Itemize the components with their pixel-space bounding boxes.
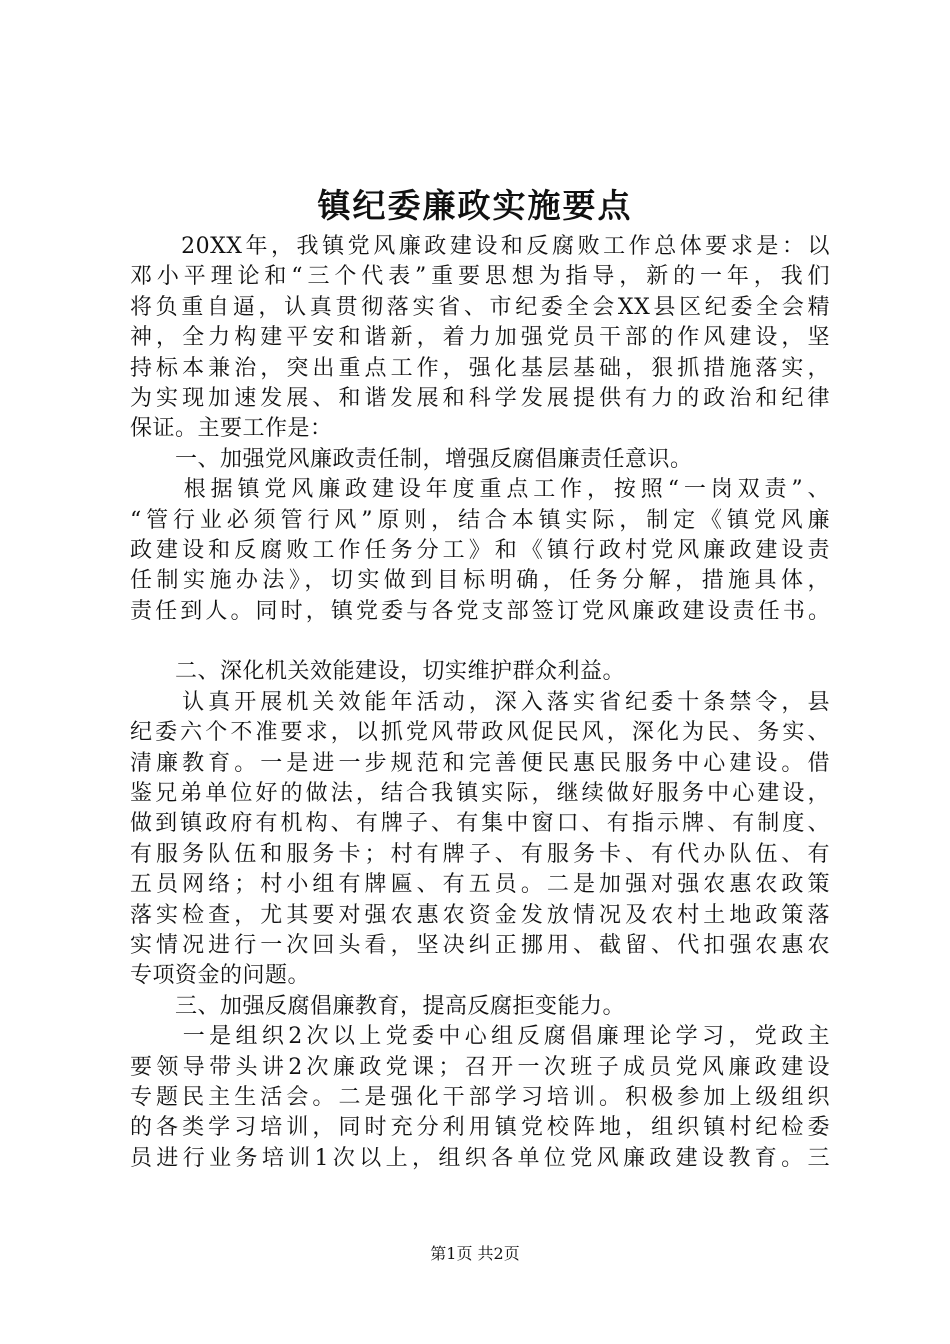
- body-line: 的各类学习培训，同时充分利用镇党校阵地，组织镇村纪检委: [130, 1115, 830, 1141]
- body-line: 落实检查，尤其要对强农惠农资金发放情况及农村土地政策落: [130, 902, 830, 928]
- body-line: 认真开展机关效能年活动，深入落实省纪委十条禁令，县: [130, 689, 830, 715]
- body-line: 做到镇政府有机构、有牌子、有集中窗口、有指示牌、有制度、: [130, 811, 830, 837]
- body-line: 将负重自逼，认真贯彻落实省、市纪委全会XX县区纪委全会精: [130, 294, 830, 320]
- body-line: 一是组织2次以上党委中心组反腐倡廉理论学习，党政主: [130, 1024, 830, 1050]
- body-line: 责任到人。同时，镇党委与各党支部签订党风廉政建设责任书。: [130, 598, 830, 624]
- body-line: 任制实施办法》，切实做到目标明确，任务分解，措施具体，: [130, 568, 830, 594]
- body-line: 清廉教育。一是进一步规范和完善便民惠民服务中心建设。借: [130, 750, 830, 776]
- section-heading: 三、加强反腐倡廉教育，提高反腐拒变能力。: [130, 993, 626, 1019]
- body-line: 专题民主生活会。二是强化干部学习培训。积极参加上级组织: [130, 1084, 830, 1110]
- body-line: 有服务队伍和服务卡；村有牌子、有服务卡、有代办队伍、有: [130, 841, 830, 867]
- body-line: 五员网络；村小组有牌匾、有五员。二是加强对强农惠农政策: [130, 872, 830, 898]
- body-line: 员进行业务培训1次以上，组织各单位党风廉政建设教育。三: [130, 1145, 830, 1171]
- body-line: 纪委六个不准要求，以抓党风带政风促民风，深化为民、务实、: [130, 720, 830, 746]
- body-line: 保证。主要工作是：: [130, 416, 333, 442]
- body-line: 为实现加速发展、和谐发展和科学发展提供有力的政治和纪律: [130, 385, 830, 411]
- body-line: “管行业必须管行风”原则，结合本镇实际，制定《镇党风廉: [130, 507, 830, 533]
- section-heading: 二、深化机关效能建设，切实维护群众利益。: [130, 659, 626, 685]
- body-line: 实情况进行一次回头看，坚决纠正挪用、截留、代扣强农惠农: [130, 932, 830, 958]
- paragraph-gap: [130, 627, 830, 657]
- body-line: 鉴兄弟单位好的做法，结合我镇实际，继续做好服务中心建设，: [130, 781, 830, 807]
- body-line: 持标本兼治，突出重点工作，强化基层基础，狠抓措施落实，: [130, 355, 830, 381]
- document-title: 镇纪委廉政实施要点: [317, 186, 633, 225]
- document-body: [130, 232, 830, 1174]
- body-line: 政建设和反腐败工作任务分工》和《镇行政村党风廉政建设责: [130, 537, 830, 563]
- body-line: 邓小平理论和“三个代表”重要思想为指导，新的一年，我们: [130, 264, 830, 290]
- body-line: 专项资金的问题。: [130, 963, 311, 989]
- body-line: 要领导带头讲2次廉政党课；召开一次班子成员党风廉政建设: [130, 1054, 830, 1080]
- body-line: 根据镇党风廉政建设年度重点工作，按照“一岗双责”、: [130, 477, 830, 503]
- section-heading: 一、加强党风廉政责任制，增强反腐倡廉责任意识。: [130, 446, 693, 472]
- page-number-footer: 第1页 共2页: [430, 1244, 520, 1263]
- body-line: 20XX年，我镇党风廉政建设和反腐败工作总体要求是：以: [130, 234, 830, 259]
- body-line: 神，全力构建平安和谐新，着力加强党员干部的作风建设，坚: [130, 325, 830, 351]
